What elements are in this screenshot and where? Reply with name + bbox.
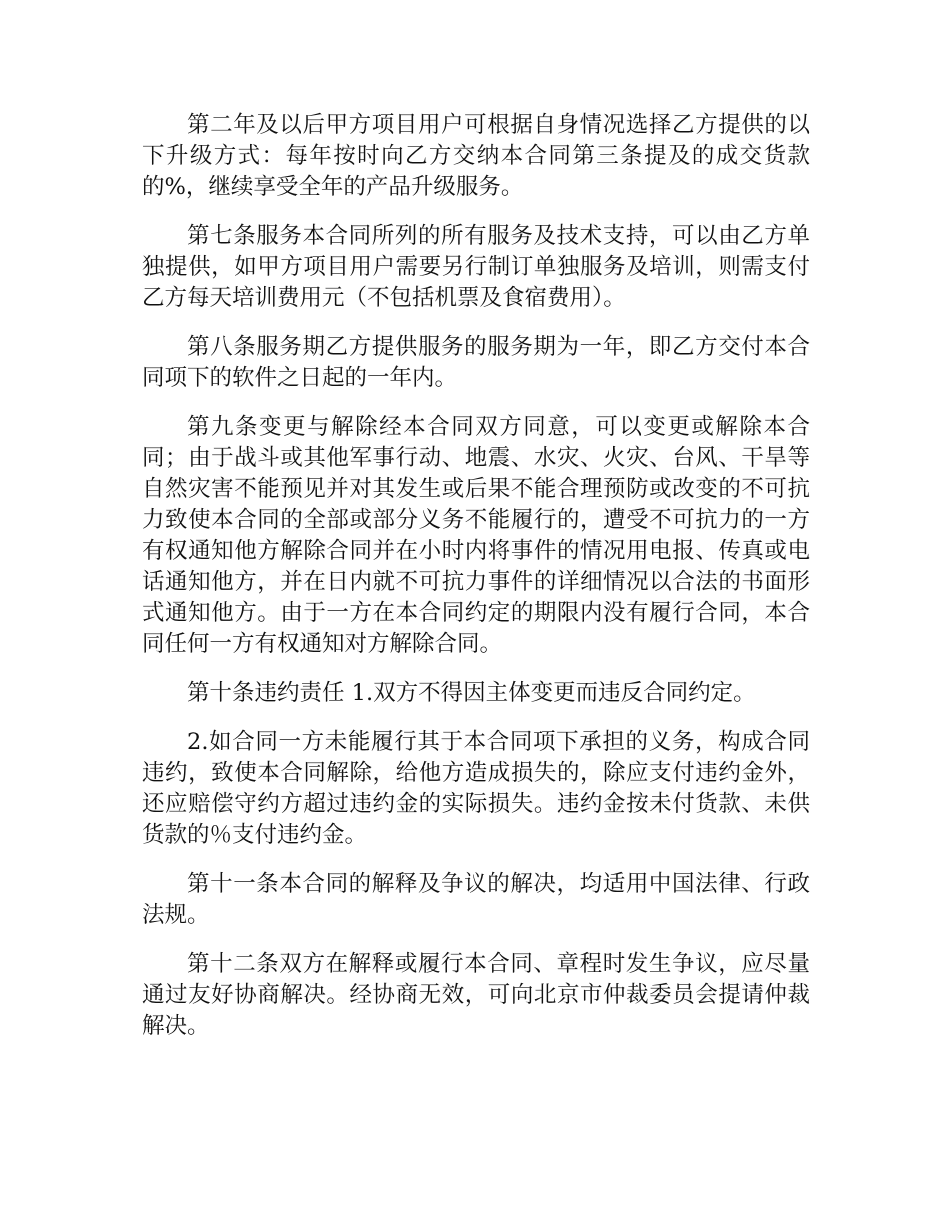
paragraph-article-10-liability: 第十条违约责任 1.双方不得因主体变更而违反合同约定。 [187,680,756,706]
document-body [142,110,810,1060]
paragraph-article-7-service: 第七条服务本合同所列的所有服务及技术支持，可以由乙方单独提供，如甲方项目用户需要另行制订单独服务及培训，则需支付乙方每天培训费用元（不包括机票及食宿费用）。 [142,223,810,311]
paragraph-upgrade-options: 第二年及以后甲方项目用户可根据自身情况选择乙方提供的以下升级方式：每年按时向乙方交纳本合同第三条提及的成交货款的%，继续享受全年的产品升级服务。 [142,112,810,200]
paragraph-article-9-change-termination: 第九条变更与解除经本合同双方同意，可以变更或解除本合同；由于战斗或其他军事行动、地震、水灾、火灾、台风、干旱等自然灾害不能预见并对其发生或后果不能合理预防或改变的不可抗力致使本合同的全部或部分义务不能履行的，遭受不可抗力的一方有权通知他方解除合同并在小时内将事件的情况用电报、传真或电话通知他方，并在日内就不可抗力事件的详细情况以合法的书面形式通知他方。由于一方在本合同约定的期限内没有履行合同，本合同任何一方有权通知对方解除合同。 [142,414,810,657]
paragraph-article-11-law: 第十一条本合同的解释及争议的解决，均适用中国法律、行政法规。 [142,871,810,928]
paragraph-article-10-item-2: 2.如合同一方未能履行其于本合同项下承担的义务，构成合同违约，致使本合同解除，给他方造成损失的，除应支付违约金外，还应赔偿守约方超过违约金的实际损失。违约金按未付货款、未供货款的％支付违约金。 [142,729,810,848]
paragraph-article-12-arbitration: 第十二条双方在解释或履行本合同、章程时发生争议，应尽量通过友好协商解决。经协商无效，可向北京市仲裁委员会提请仲裁解决。 [142,951,810,1039]
paragraph-article-8-service-period: 第八条服务期乙方提供服务的服务期为一年，即乙方交付本合同项下的软件之日起的一年内。 [142,334,810,391]
